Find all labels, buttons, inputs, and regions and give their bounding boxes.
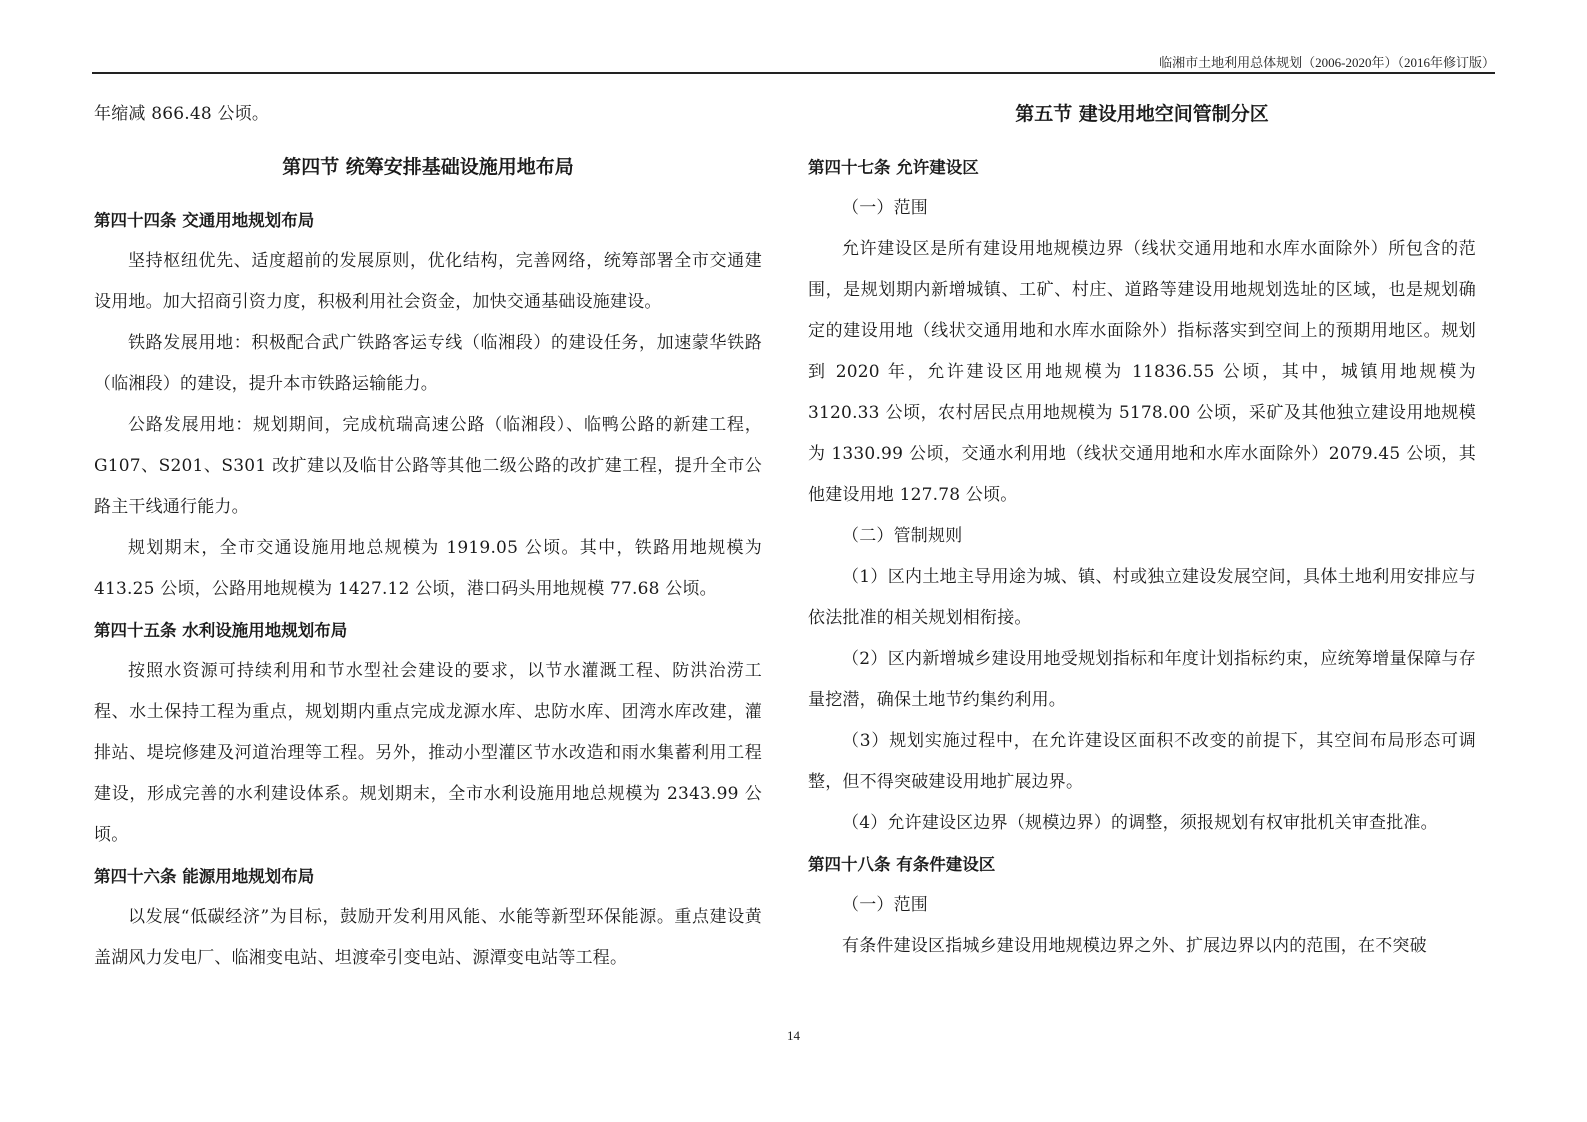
article-47-subheading-scope: （一）范围 bbox=[842, 198, 928, 218]
left-column bbox=[94, 94, 762, 979]
article-47-rule: （3）规划实施过程中，在允许建设区面积不改变的前提下，其空间布局形态可调整，但不得突破建设用地扩展边界。 bbox=[808, 731, 1476, 792]
article-47-rule: （4）允许建设区边界（规模边界）的调整，须报规划有权审批机关审查批准。 bbox=[842, 813, 1438, 833]
continuation-text: 年缩减 866.48 公顷。 bbox=[94, 104, 270, 124]
section-title-5: 第五节 建设用地空间管制分区 bbox=[1015, 103, 1269, 125]
section-title-4: 第四节 统筹安排基础设施用地布局 bbox=[282, 156, 574, 178]
running-header-title: 临湘市土地利用总体规划（2006-2020年）（2016年修订版） bbox=[1159, 55, 1495, 70]
article-47-rule: （2）区内新增城乡建设用地受规划指标和年度计划指标约束，应统筹增量保障与存量挖潜，确保土地节约集约利用。 bbox=[808, 649, 1476, 710]
article-47-title: 第四十七条 允许建设区 bbox=[808, 158, 979, 177]
article-45-paragraph: 按照水资源可持续利用和节水型社会建设的要求，以节水灌溉工程、防洪治涝工程、水土保持工程为重点，规划期内重点完成龙源水库、忠防水库、团湾水库改建，灌排站、堤垸修建及河道治理等工程。另外，推动小型灌区节水改造和雨水集蓄利用工程建设，形成完善的水利建设体系。规划期末，全市水利设施用地总规模为 2343.99 公顷。 bbox=[94, 661, 762, 845]
article-47-subheading-rules: （二）管制规则 bbox=[842, 526, 963, 546]
article-44-paragraph: 规划期末，全市交通设施用地总规模为 1919.05 公顷。其中，铁路用地规模为 413.25 公顷，公路用地规模为 1427.12 公顷，港口码头用地规模 77.68 公顷。 bbox=[94, 538, 762, 599]
article-45-title: 第四十五条 水利设施用地规划布局 bbox=[94, 621, 348, 640]
article-47-rule: （1）区内土地主导用途为城、镇、村或独立建设发展空间，具体土地利用安排应与依法批准的相关规划相衔接。 bbox=[808, 567, 1476, 628]
header-divider bbox=[92, 72, 1495, 74]
article-46-paragraph: 以发展“低碳经济”为目标，鼓励开发利用风能、水能等新型环保能源。重点建设黄盖湖风力发电厂、临湘变电站、坦渡牵引变电站、源潭变电站等工程。 bbox=[94, 907, 762, 968]
page-number: 14 bbox=[787, 1028, 800, 1043]
article-44-paragraph: 坚持枢纽优先、适度超前的发展原则，优化结构，完善网络，统筹部署全市交通建设用地。加大招商引资力度，积极利用社会资金，加快交通基础设施建设。 bbox=[94, 251, 762, 312]
article-48-scope-paragraph: 有条件建设区指城乡建设用地规模边界之外、扩展边界以内的范围，在不突破 bbox=[842, 936, 1427, 956]
article-48-subheading-scope: （一）范围 bbox=[842, 895, 928, 915]
article-48-title: 第四十八条 有条件建设区 bbox=[808, 855, 996, 874]
article-44-title: 第四十四条 交通用地规划布局 bbox=[94, 211, 315, 230]
right-column bbox=[808, 94, 1476, 967]
article-44-paragraph: 铁路发展用地：积极配合武广铁路客运专线（临湘段）的建设任务，加速蒙华铁路（临湘段）的建设，提升本市铁路运输能力。 bbox=[94, 333, 762, 394]
article-47-scope-paragraph: 允许建设区是所有建设用地规模边界（线状交通用地和水库水面除外）所包含的范围，是规划期内新增城镇、工矿、村庄、道路等建设用地规划选址的区域，也是规划确定的建设用地（线状交通用地和水库水面除外）指标落实到空间上的预期用地区。规划到 2020 年，允许建设区用地规模为 11836.55 公顷，其中，城镇用地规模为 3120.33 公顷，农村居民点用地规模为 5178.00 公顷，采矿及其他独立建设用地规模为 1330.99 公顷，交通水利用地（线状交通用地和水库水面除外）2079.45 公顷，其他建设用地 127.78 公顷。 bbox=[808, 239, 1476, 505]
article-44-paragraph: 公路发展用地：规划期间，完成杭瑞高速公路（临湘段）、临鸭公路的新建工程，G107、S201、S301 改扩建以及临甘公路等其他二级公路的改扩建工程，提升全市公路主干线通行能力。 bbox=[94, 415, 762, 517]
article-46-title: 第四十六条 能源用地规划布局 bbox=[94, 867, 315, 886]
